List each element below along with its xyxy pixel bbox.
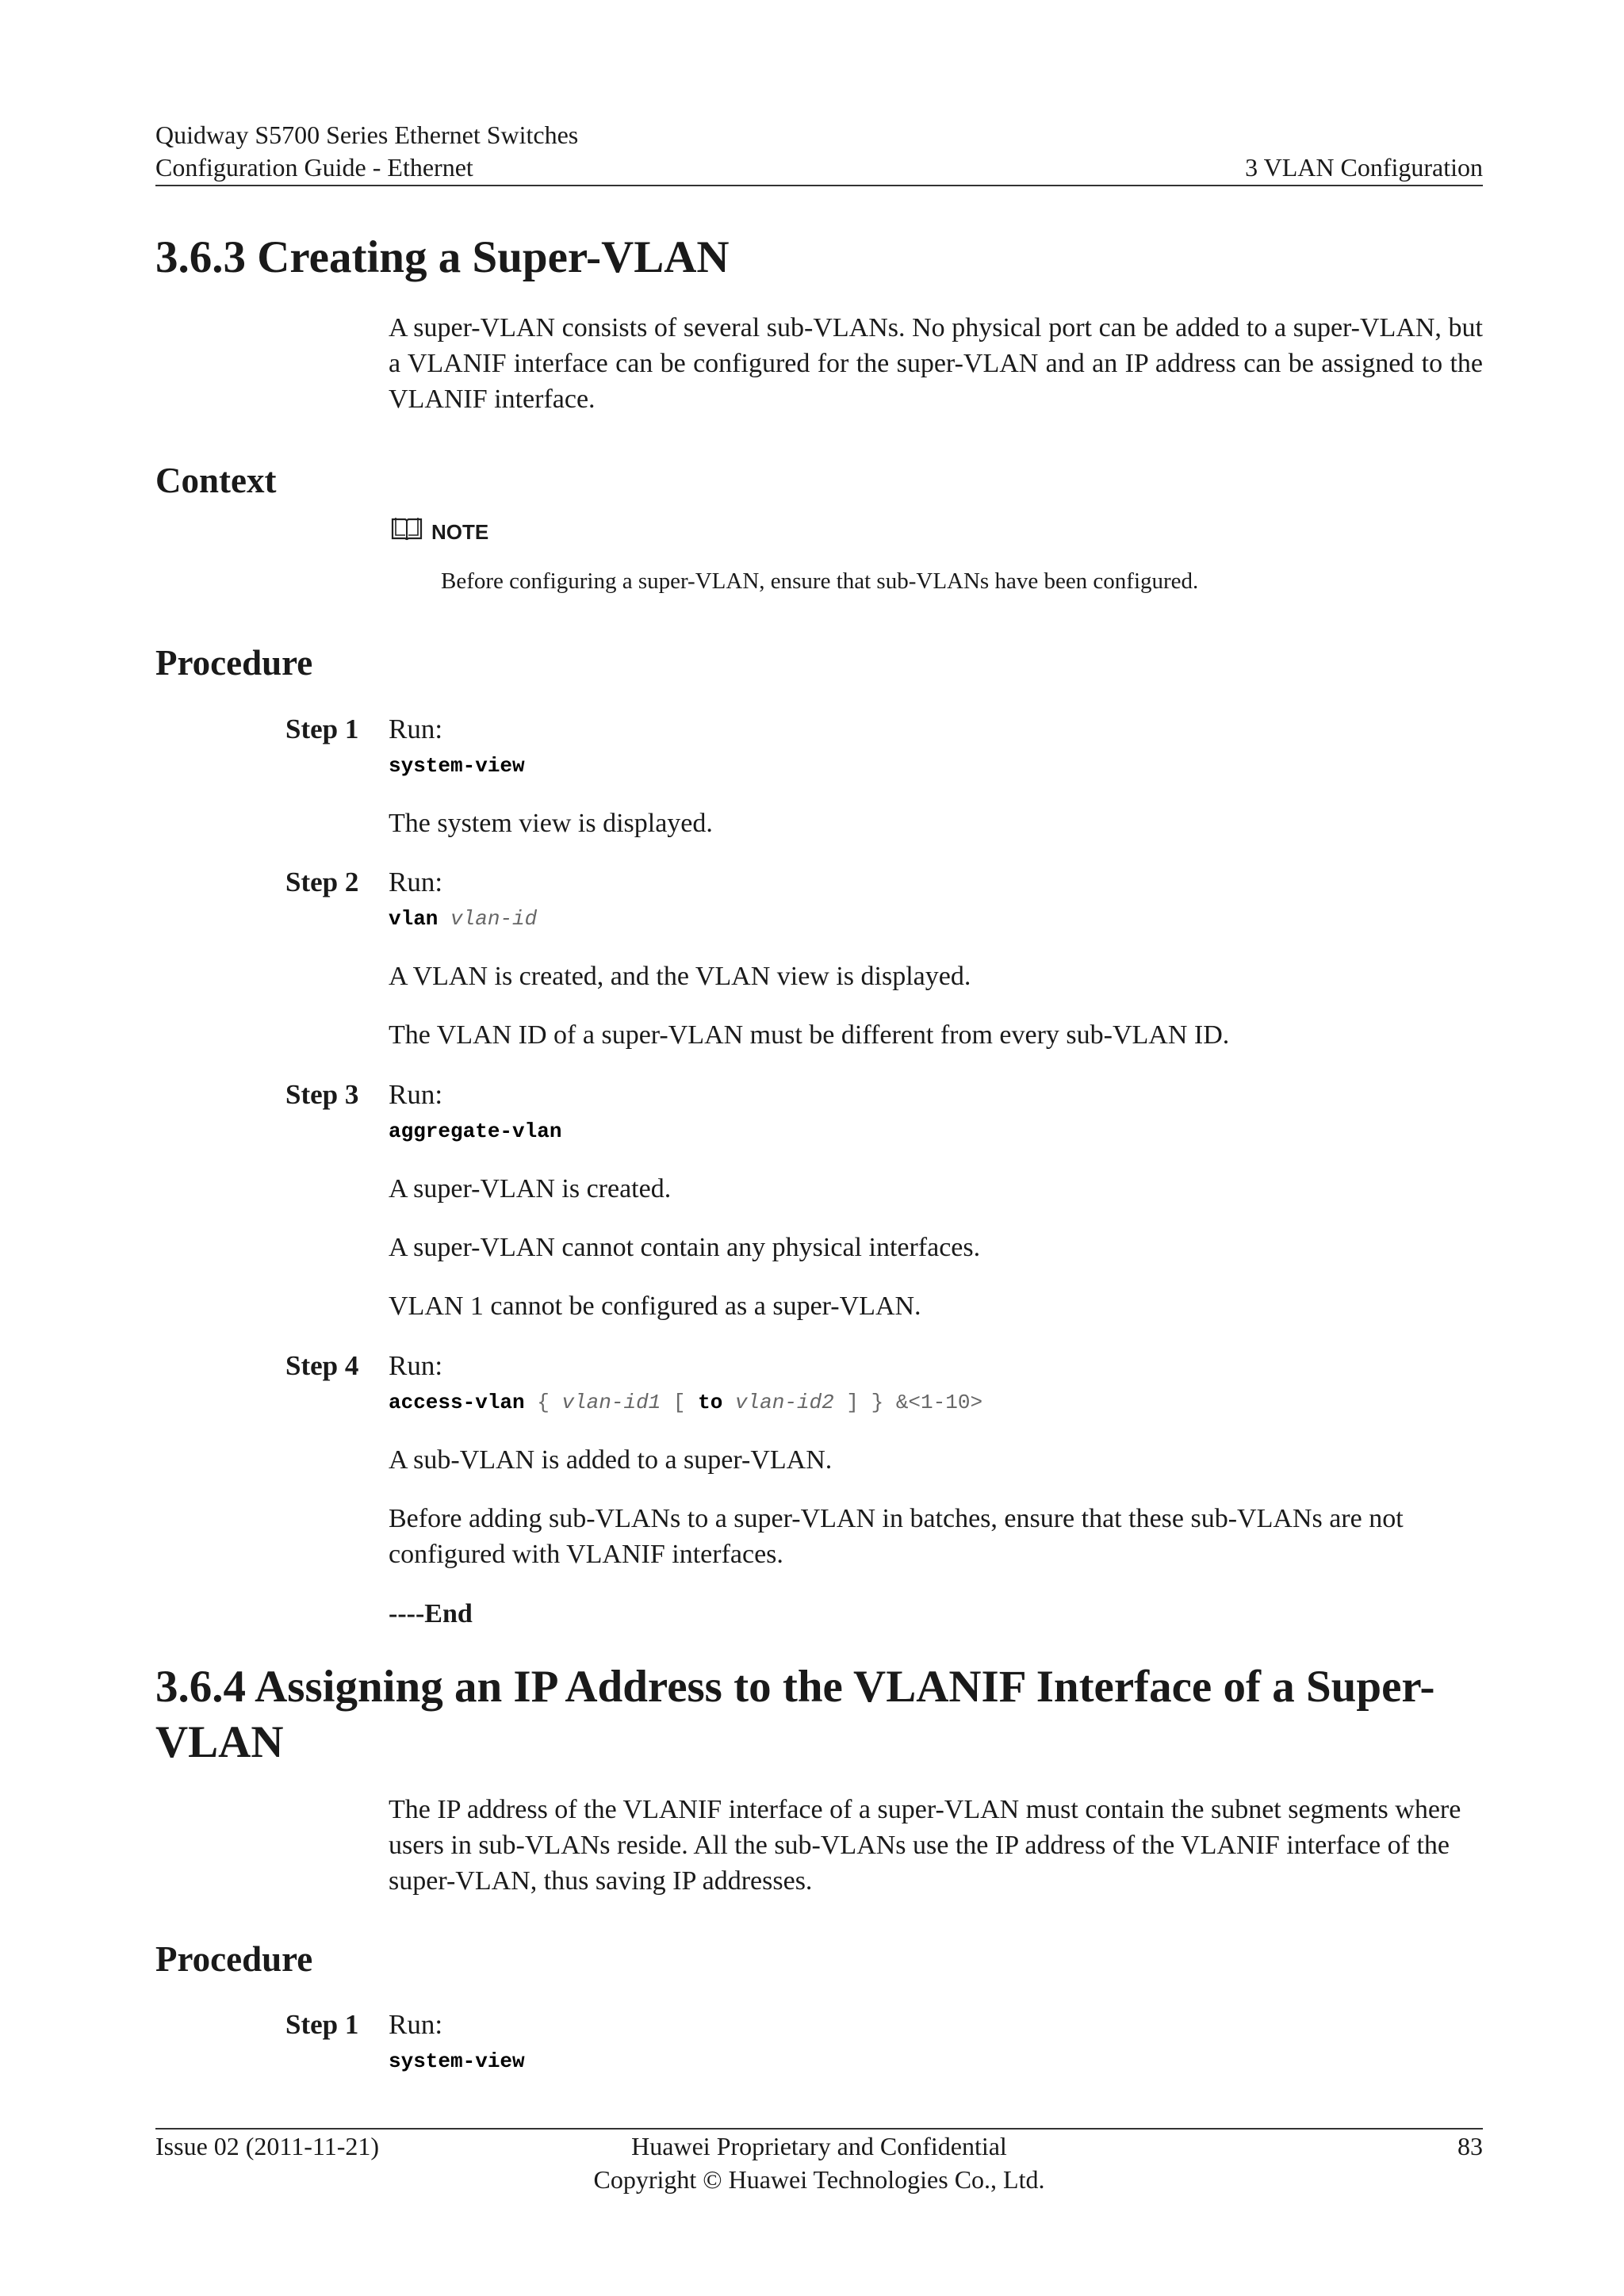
footer-issue: Issue 02 (2011-11-21) [155, 2132, 380, 2160]
procedure-heading: Procedure [155, 1939, 313, 1979]
footer-copyright: Copyright © Huawei Technologies Co., Ltd. [593, 2165, 1045, 2194]
command-keyword: to [698, 1391, 723, 1414]
procedure-heading: Procedure [155, 643, 313, 683]
command-keyword: system-view [389, 754, 525, 778]
step-description: VLAN 1 cannot be configured as a super-VLAN. [389, 1292, 921, 1321]
page-number: 83 [1457, 2132, 1483, 2160]
step-description: A sub-VLAN is added to a super-VLAN. [389, 1445, 833, 1475]
step-label: Step 3 [285, 1079, 359, 1110]
section-title-line1: 3.6.4 Assigning an IP Address to the VLANIF Interface of a Super- [155, 1662, 1435, 1712]
command-line [389, 752, 525, 780]
step-run-label: Run: [389, 714, 443, 744]
note-book-icon [390, 515, 423, 542]
command-keyword: aggregate-vlan [389, 1119, 562, 1143]
header-rule [155, 185, 1483, 186]
step-description: A super-VLAN cannot contain any physical interfaces. [389, 1233, 981, 1262]
step-description: Before adding sub-VLANs to a super-VLAN in batches, ensure that these sub-VLANs are not configured with VLANIF interfaces. [389, 1504, 1404, 1569]
command-line [389, 905, 537, 933]
step-label: Step 4 [285, 1350, 359, 1381]
step-run-label: Run: [389, 867, 443, 897]
command-bracket: [ [672, 1391, 686, 1414]
command-line [389, 1117, 561, 1146]
command-bracket: ] [846, 1391, 859, 1414]
procedure-end: ----End [389, 1599, 473, 1628]
step-run-label: Run: [389, 1350, 443, 1381]
command-argument: vlan-id1 [561, 1391, 661, 1414]
note-label: NOTE [431, 520, 489, 544]
section-title-3-6-3: 3.6.3 Creating a Super-VLAN [155, 232, 730, 282]
step-label: Step 1 [285, 2009, 359, 2040]
step-description: The VLAN ID of a super-VLAN must be different from every sub-VLAN ID. [389, 1020, 1230, 1050]
command-brace: { [537, 1391, 550, 1414]
step-label: Step 2 [285, 867, 359, 897]
section-intro-3-6-4: The IP address of the VLANIF interface of a super-VLAN must contain the subnet segments where users in sub-VLANs reside. All the sub-VLANs use the IP address of the VLANIF interface of the super-VLAN, thus saving IP addresses. [389, 1795, 1461, 1896]
command-brace: } [871, 1391, 884, 1414]
step-label: Step 1 [285, 714, 359, 744]
context-heading: Context [155, 461, 277, 500]
section-intro-3-6-3: A super-VLAN consists of several sub-VLANs. No physical port can be added to a super-VLAN, but a VLANIF interface can be configured for the super-VLAN and an IP address can be assigned to the VLANIF interface. [389, 313, 1483, 414]
header-product: Quidway S5700 Series Ethernet Switches [155, 121, 579, 149]
step-description: The system view is displayed. [389, 809, 713, 838]
step-description: A super-VLAN is created. [389, 1174, 672, 1203]
command-line [389, 1388, 982, 1417]
section-title-3-6-4 [155, 1659, 1435, 1770]
command-keyword: system-view [389, 2049, 525, 2073]
step-description: A VLAN is created, and the VLAN view is displayed. [389, 962, 971, 991]
step-run-label: Run: [389, 1079, 443, 1110]
header-chapter: 3 VLAN Configuration [1245, 153, 1483, 182]
footer-confidential: Huawei Proprietary and Confidential [631, 2132, 1007, 2160]
command-argument: vlan-id2 [734, 1391, 834, 1414]
section-title-line2: VLAN [155, 1717, 284, 1767]
command-repeat: &<1-10> [895, 1391, 983, 1414]
step-run-label: Run: [389, 2009, 443, 2040]
page-header [155, 119, 1483, 184]
command-keyword: vlan [389, 907, 439, 931]
command-line [389, 2047, 525, 2076]
header-guide: Configuration Guide - Ethernet [155, 153, 473, 182]
command-argument: vlan-id [450, 907, 538, 931]
command-keyword: access-vlan [389, 1391, 525, 1414]
note-text: Before configuring a super-VLAN, ensure that sub-VLANs have been configured. [441, 568, 1199, 594]
page-footer [155, 2130, 1483, 2196]
